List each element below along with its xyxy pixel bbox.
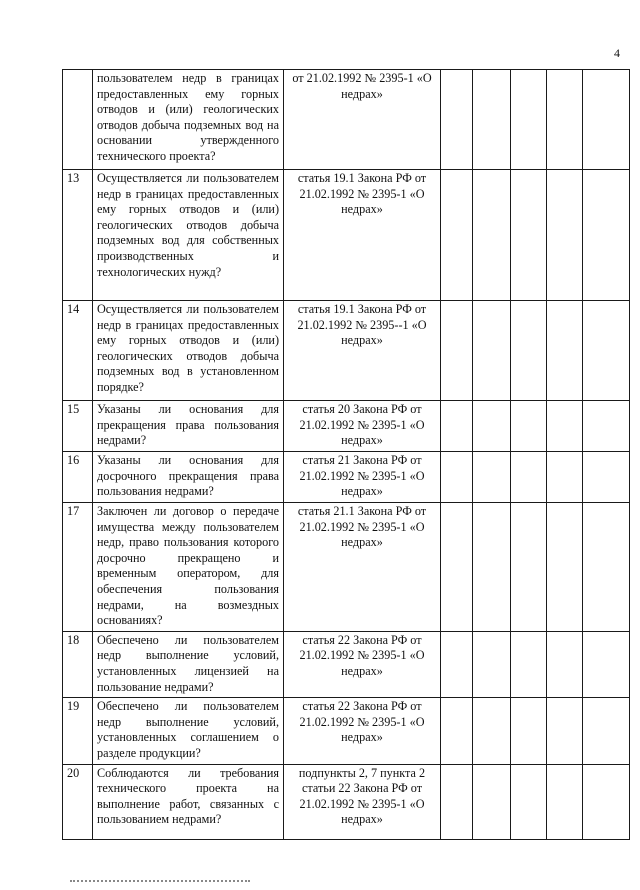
remarks-cell[interactable] — [583, 401, 630, 452]
table-row — [63, 401, 630, 452]
table-row — [63, 301, 630, 401]
answer-yes-cell[interactable] — [441, 70, 473, 170]
answer-yes-cell[interactable] — [441, 631, 473, 697]
answer-na-cell[interactable] — [511, 401, 547, 452]
table-row — [63, 631, 630, 697]
answer-extra-cell[interactable] — [547, 401, 583, 452]
answer-yes-cell[interactable] — [441, 764, 473, 839]
legal-basis-cell: статья 19.1 Закона РФ от 21.02.1992 № 2395--1 «О недрах» — [284, 301, 441, 401]
legal-basis-cell: статья 21.1 Закона РФ от 21.02.1992 № 2395-1 «О недрах» — [284, 503, 441, 632]
answer-extra-cell[interactable] — [547, 70, 583, 170]
legal-basis-cell: статья 22 Закона РФ от 21.02.1992 № 2395-1 «О недрах» — [284, 698, 441, 764]
answer-yes-cell[interactable] — [441, 698, 473, 764]
page-number: 4 — [614, 46, 620, 60]
table-row — [63, 452, 630, 503]
remarks-cell[interactable] — [583, 301, 630, 401]
answer-yes-cell[interactable] — [441, 503, 473, 632]
answer-no-cell[interactable] — [473, 698, 511, 764]
remarks-cell[interactable] — [583, 70, 630, 170]
answer-na-cell[interactable] — [511, 70, 547, 170]
answer-no-cell[interactable] — [473, 764, 511, 839]
answer-na-cell[interactable] — [511, 503, 547, 632]
answer-na-cell[interactable] — [511, 698, 547, 764]
answer-extra-cell[interactable] — [547, 452, 583, 503]
answer-no-cell[interactable] — [473, 401, 511, 452]
answer-extra-cell[interactable] — [547, 764, 583, 839]
remarks-cell[interactable] — [583, 631, 630, 697]
answer-no-cell[interactable] — [473, 70, 511, 170]
row-number: 14 — [63, 301, 93, 401]
question-cell: Осуществляется ли пользователем недр в границах предоставленных ему горных отводов и (или) геологических отводов добыча подземных вод для собственных производственных и технологических нужд? — [93, 170, 284, 301]
row-number — [63, 70, 93, 170]
answer-extra-cell[interactable] — [547, 698, 583, 764]
row-number: 13 — [63, 170, 93, 301]
table-row — [63, 764, 630, 839]
question-cell: Осуществляется ли пользователем недр в границах предоставленных ему горных отводов и (или) геологических отводов добыча подземных вод в установленном порядке? — [93, 301, 284, 401]
answer-na-cell[interactable] — [511, 170, 547, 301]
row-number: 15 — [63, 401, 93, 452]
checklist-table — [62, 69, 630, 840]
answer-yes-cell[interactable] — [441, 170, 473, 301]
question-cell: пользователем недр в границах предоставленных ему горных отводов и (или) геологических отводов добыча подземных вод на основании утвержденного технического проекта? — [93, 70, 284, 170]
remarks-cell[interactable] — [583, 764, 630, 839]
answer-extra-cell[interactable] — [547, 170, 583, 301]
remarks-cell[interactable] — [583, 452, 630, 503]
legal-basis-cell: статья 20 Закона РФ от 21.02.1992 № 2395-1 «О недрах» — [284, 401, 441, 452]
answer-no-cell[interactable] — [473, 631, 511, 697]
row-number: 20 — [63, 764, 93, 839]
row-number: 17 — [63, 503, 93, 632]
table-row — [63, 698, 630, 764]
legal-basis-cell: от 21.02.1992 № 2395-1 «О недрах» — [284, 70, 441, 170]
answer-na-cell[interactable] — [511, 301, 547, 401]
table-row — [63, 70, 630, 170]
question-cell: Заключен ли договор о передаче имущества между пользователем недр, право пользования которого досрочно прекращено и временным оператором, для обеспечения пользования недрами, на возмездных основаниях? — [93, 503, 284, 632]
row-number: 18 — [63, 631, 93, 697]
remarks-cell[interactable] — [583, 503, 630, 632]
table-row — [63, 503, 630, 632]
answer-yes-cell[interactable] — [441, 401, 473, 452]
question-cell: Указаны ли основания для прекращения права пользования недрами? — [93, 401, 284, 452]
question-cell: Соблюдаются ли требования технического проекта на выполнение работ, связанных с пользованием недрами? — [93, 764, 284, 839]
legal-basis-cell: статья 19.1 Закона РФ от 21.02.1992 № 2395-1 «О недрах» — [284, 170, 441, 301]
answer-na-cell[interactable] — [511, 764, 547, 839]
answer-yes-cell[interactable] — [441, 452, 473, 503]
legal-basis-cell: статья 22 Закона РФ от 21.02.1992 № 2395-1 «О недрах» — [284, 631, 441, 697]
footer-divider — [70, 880, 250, 882]
answer-extra-cell[interactable] — [547, 301, 583, 401]
answer-extra-cell[interactable] — [547, 631, 583, 697]
answer-na-cell[interactable] — [511, 452, 547, 503]
answer-na-cell[interactable] — [511, 631, 547, 697]
remarks-cell[interactable] — [583, 698, 630, 764]
answer-no-cell[interactable] — [473, 170, 511, 301]
answer-extra-cell[interactable] — [547, 503, 583, 632]
legal-basis-cell: подпункты 2, 7 пункта 2 статьи 22 Закона РФ от 21.02.1992 № 2395-1 «О недрах» — [284, 764, 441, 839]
answer-no-cell[interactable] — [473, 452, 511, 503]
answer-no-cell[interactable] — [473, 503, 511, 632]
table-row — [63, 170, 630, 301]
row-number: 19 — [63, 698, 93, 764]
question-cell: Обеспечено ли пользователем недр выполнение условий, установленных лицензией на пользование недрами? — [93, 631, 284, 697]
answer-no-cell[interactable] — [473, 301, 511, 401]
question-cell: Обеспечено ли пользователем недр выполнение условий, установленных соглашением о разделе продукции? — [93, 698, 284, 764]
answer-yes-cell[interactable] — [441, 301, 473, 401]
legal-basis-cell: статья 21 Закона РФ от 21.02.1992 № 2395-1 «О недрах» — [284, 452, 441, 503]
question-cell: Указаны ли основания для досрочного прекращения права пользования недрами? — [93, 452, 284, 503]
remarks-cell[interactable] — [583, 170, 630, 301]
row-number: 16 — [63, 452, 93, 503]
